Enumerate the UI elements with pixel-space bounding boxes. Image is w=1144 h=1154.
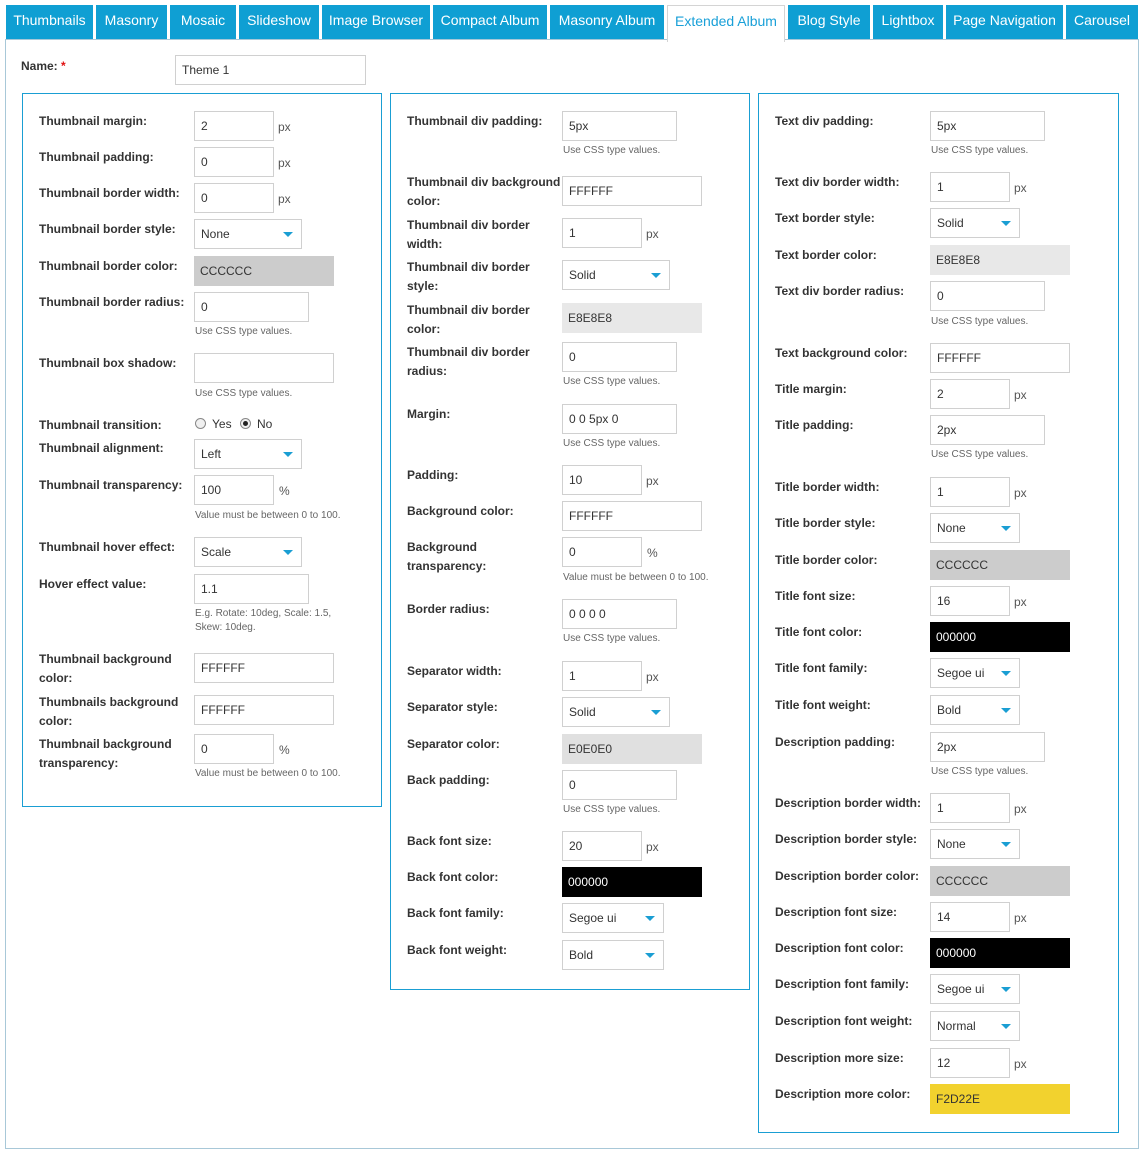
css-hint: Use CSS type values. bbox=[563, 633, 661, 644]
description-font-family-label: Description font family: bbox=[775, 977, 910, 991]
thumbnail-bg-color-input[interactable] bbox=[194, 653, 334, 683]
hover-effect-value-input[interactable] bbox=[194, 574, 309, 604]
back-font-color-input[interactable] bbox=[562, 867, 702, 897]
thumbnail-box-shadow-label: Thumbnail box shadow: bbox=[39, 356, 177, 370]
hover-hint-line2: Skew: 10deg. bbox=[195, 622, 256, 633]
tab-compact-album[interactable]: Compact Album bbox=[433, 5, 547, 39]
unit-px: px bbox=[646, 474, 659, 488]
thumbnail-div-padding-label: Thumbnail div padding: bbox=[407, 114, 543, 128]
thumbnail-border-width-label: Thumbnail border width: bbox=[39, 186, 180, 200]
css-hint: Use CSS type values. bbox=[931, 766, 1029, 777]
css-hint: Use CSS type values. bbox=[195, 326, 293, 337]
chevron-down-icon bbox=[1001, 526, 1011, 531]
back-font-size-input[interactable] bbox=[562, 831, 642, 861]
thumbnail-box-shadow-input[interactable] bbox=[194, 353, 334, 383]
chevron-down-icon bbox=[1001, 1024, 1011, 1029]
separator-style-label: Separator style: bbox=[407, 700, 498, 714]
description-font-size-input[interactable] bbox=[930, 902, 1010, 932]
thumbnails-bg-color-label: Thumbnails background color: bbox=[39, 695, 179, 728]
name-label: Name: * bbox=[21, 59, 66, 73]
thumbnail-border-radius-input[interactable] bbox=[194, 292, 309, 322]
description-more-color-label: Description more color: bbox=[775, 1087, 911, 1101]
thumbnail-alignment-select[interactable]: Left bbox=[194, 439, 302, 469]
tab-image-browser[interactable]: Image Browser bbox=[322, 5, 430, 39]
title-font-family-select[interactable]: Segoe ui bbox=[930, 658, 1020, 688]
range-hint: Value must be between 0 to 100. bbox=[195, 768, 341, 779]
description-border-style-select[interactable]: None bbox=[930, 829, 1020, 859]
back-padding-input[interactable] bbox=[562, 770, 677, 800]
title-font-color-input[interactable] bbox=[930, 622, 1070, 652]
title-font-size-label: Title font size: bbox=[775, 589, 856, 603]
thumbnail-hover-effect-label: Thumbnail hover effect: bbox=[39, 540, 176, 554]
unit-percent: % bbox=[279, 743, 290, 757]
title-font-size-input[interactable] bbox=[930, 586, 1010, 616]
title-border-style-label: Title border style: bbox=[775, 516, 876, 530]
description-padding-input[interactable] bbox=[930, 732, 1045, 762]
title-font-color-label: Title font color: bbox=[775, 625, 863, 639]
padding-label: Padding: bbox=[407, 468, 459, 482]
back-font-weight-label: Back font weight: bbox=[407, 943, 508, 957]
css-hint: Use CSS type values. bbox=[931, 316, 1029, 327]
thumbnails-bg-color-input[interactable] bbox=[194, 695, 334, 725]
thumbnail-padding-input[interactable] bbox=[194, 147, 274, 177]
tab-bar bbox=[0, 0, 1144, 40]
unit-px: px bbox=[646, 227, 659, 241]
chevron-down-icon bbox=[283, 452, 293, 457]
theme-name-input[interactable] bbox=[175, 55, 366, 85]
thumbnail-padding-label: Thumbnail padding: bbox=[39, 150, 154, 164]
thumbnail-bg-transparency-input[interactable] bbox=[194, 734, 274, 764]
description-font-size-label: Description font size: bbox=[775, 905, 898, 919]
description-more-size-label: Description more size: bbox=[775, 1051, 904, 1065]
unit-px: px bbox=[1014, 595, 1027, 609]
text-border-color-label: Text border color: bbox=[775, 248, 877, 262]
unit-px: px bbox=[278, 120, 291, 134]
thumbnail-div-border-width-label: Thumbnail div border width: bbox=[407, 218, 530, 251]
description-border-width-input[interactable] bbox=[930, 793, 1010, 823]
back-font-family-select[interactable]: Segoe ui bbox=[562, 903, 664, 933]
text-bg-color-input[interactable] bbox=[930, 343, 1070, 373]
thumbnail-border-width-input[interactable] bbox=[194, 183, 274, 213]
unit-px: px bbox=[1014, 802, 1027, 816]
text-div-border-radius-label: Text div border radius: bbox=[775, 284, 905, 298]
description-font-color-input[interactable] bbox=[930, 938, 1070, 968]
range-hint: Value must be between 0 to 100. bbox=[563, 572, 709, 583]
tab-masonry[interactable]: Masonry bbox=[96, 5, 167, 39]
transition-no-option[interactable]: No bbox=[240, 417, 272, 431]
radio-yes[interactable] bbox=[195, 418, 206, 429]
description-more-color-input[interactable] bbox=[930, 1084, 1070, 1114]
thumbnail-div-bg-color-label: Thumbnail div background color: bbox=[407, 175, 561, 208]
css-hint: Use CSS type values. bbox=[931, 145, 1029, 156]
thumbnail-div-border-radius-label: Thumbnail div border radius: bbox=[407, 345, 530, 378]
title-margin-label: Title margin: bbox=[775, 382, 847, 396]
tab-lightbox[interactable]: Lightbox bbox=[873, 5, 943, 39]
unit-px: px bbox=[1014, 1057, 1027, 1071]
thumbnail-div-border-width-input[interactable] bbox=[562, 218, 642, 248]
title-border-style-select[interactable]: None bbox=[930, 513, 1020, 543]
unit-px: px bbox=[646, 670, 659, 684]
description-border-width-label: Description border width: bbox=[775, 796, 922, 810]
css-hint: Use CSS type values. bbox=[563, 804, 661, 815]
chevron-down-icon bbox=[1001, 842, 1011, 847]
background-transparency-input[interactable] bbox=[562, 537, 642, 567]
css-hint: Use CSS type values. bbox=[563, 376, 661, 387]
tab-masonry-album[interactable]: Masonry Album bbox=[550, 5, 664, 39]
description-font-weight-select[interactable]: Normal bbox=[930, 1011, 1020, 1041]
chevron-down-icon bbox=[1001, 671, 1011, 676]
chevron-down-icon bbox=[645, 916, 655, 921]
description-font-color-label: Description font color: bbox=[775, 941, 904, 955]
hover-effect-value-label: Hover effect value: bbox=[39, 577, 147, 591]
unit-px: px bbox=[278, 192, 291, 206]
text-div-border-width-input[interactable] bbox=[930, 172, 1010, 202]
text-div-padding-label: Text div padding: bbox=[775, 114, 874, 128]
title-border-color-input[interactable] bbox=[930, 550, 1070, 580]
thumbnail-border-style-label: Thumbnail border style: bbox=[39, 222, 176, 236]
thumbnail-div-border-style-select[interactable]: Solid bbox=[562, 260, 670, 290]
title-margin-input[interactable] bbox=[930, 379, 1010, 409]
separator-color-label: Separator color: bbox=[407, 737, 500, 751]
background-transparency-label: Background transparency: bbox=[407, 540, 487, 573]
chevron-down-icon bbox=[1001, 987, 1011, 992]
thumbnail-bg-transparency-label: Thumbnail background transparency: bbox=[39, 737, 172, 770]
thumbnail-div-border-radius-input[interactable] bbox=[562, 342, 677, 372]
chevron-down-icon bbox=[283, 232, 293, 237]
description-border-color-label: Description border color: bbox=[775, 869, 920, 883]
unit-px: px bbox=[646, 840, 659, 854]
range-hint: Value must be between 0 to 100. bbox=[195, 510, 341, 521]
description-font-family-select[interactable]: Segoe ui bbox=[930, 974, 1020, 1004]
thumbnail-transparency-label: Thumbnail transparency: bbox=[39, 478, 183, 492]
background-color-input[interactable] bbox=[562, 501, 702, 531]
css-hint: Use CSS type values. bbox=[195, 388, 293, 399]
background-color-label: Background color: bbox=[407, 504, 514, 518]
border-radius-input[interactable] bbox=[562, 599, 677, 629]
title-font-weight-select[interactable]: Bold bbox=[930, 695, 1020, 725]
transition-yes-option[interactable]: Yes bbox=[195, 417, 232, 431]
required-marker: * bbox=[61, 59, 66, 73]
css-hint: Use CSS type values. bbox=[563, 145, 661, 156]
hover-hint-line1: E.g. Rotate: 10deg, Scale: 1.5, bbox=[195, 608, 332, 619]
text-div-border-width-label: Text div border width: bbox=[775, 175, 900, 189]
css-hint: Use CSS type values. bbox=[563, 438, 661, 449]
thumbnail-div-border-style-label: Thumbnail div border style: bbox=[407, 260, 530, 293]
thumbnail-alignment-label: Thumbnail alignment: bbox=[39, 441, 164, 455]
chevron-down-icon bbox=[651, 273, 661, 278]
tab-slideshow[interactable]: Slideshow bbox=[239, 5, 319, 39]
title-font-family-label: Title font family: bbox=[775, 661, 868, 675]
separator-color-input[interactable] bbox=[562, 734, 702, 764]
css-hint: Use CSS type values. bbox=[931, 449, 1029, 460]
thumbnail-border-style-select[interactable]: None bbox=[194, 219, 302, 249]
back-font-family-label: Back font family: bbox=[407, 906, 504, 920]
thumbnail-transparency-input[interactable] bbox=[194, 475, 274, 505]
tab-extended-album[interactable]: Extended Album bbox=[667, 5, 785, 42]
description-border-color-input[interactable] bbox=[930, 866, 1070, 896]
tab-mosaic[interactable]: Mosaic bbox=[170, 5, 236, 39]
title-border-width-input[interactable] bbox=[930, 477, 1010, 507]
thumbnail-margin-input[interactable] bbox=[194, 111, 274, 141]
unit-px: px bbox=[278, 156, 291, 170]
thumbnail-border-color-label: Thumbnail border color: bbox=[39, 259, 178, 273]
title-padding-label: Title padding: bbox=[775, 418, 854, 432]
description-border-style-label: Description border style: bbox=[775, 832, 918, 846]
back-padding-label: Back padding: bbox=[407, 773, 490, 787]
description-font-weight-label: Description font weight: bbox=[775, 1014, 913, 1028]
chevron-down-icon bbox=[651, 710, 661, 715]
chevron-down-icon bbox=[283, 550, 293, 555]
title-font-weight-label: Title font weight: bbox=[775, 698, 871, 712]
back-font-size-label: Back font size: bbox=[407, 834, 492, 848]
text-bg-color-label: Text background color: bbox=[775, 346, 908, 360]
radio-no[interactable] bbox=[240, 418, 251, 429]
thumbnail-margin-label: Thumbnail margin: bbox=[39, 114, 147, 128]
thumbnail-div-bg-color-input[interactable] bbox=[562, 176, 702, 206]
unit-percent: % bbox=[279, 484, 290, 498]
thumbnail-border-color-input[interactable] bbox=[194, 256, 334, 286]
tab-thumbnails[interactable]: Thumbnails bbox=[6, 5, 93, 39]
thumbnail-div-border-color-input[interactable] bbox=[562, 303, 702, 333]
text-div-border-radius-input[interactable] bbox=[930, 281, 1045, 311]
separator-style-select[interactable]: Solid bbox=[562, 697, 670, 727]
back-font-weight-select[interactable]: Bold bbox=[562, 940, 664, 970]
text-border-color-input[interactable] bbox=[930, 245, 1070, 275]
border-radius-label: Border radius: bbox=[407, 602, 490, 616]
thumbnail-bg-color-label: Thumbnail background color: bbox=[39, 652, 172, 685]
chevron-down-icon bbox=[645, 953, 655, 958]
title-padding-input[interactable] bbox=[930, 415, 1045, 445]
margin-input[interactable] bbox=[562, 404, 677, 434]
description-more-size-input[interactable] bbox=[930, 1048, 1010, 1078]
title-border-color-label: Title border color: bbox=[775, 553, 878, 567]
chevron-down-icon bbox=[1001, 221, 1011, 226]
thumbnail-div-border-color-label: Thumbnail div border color: bbox=[407, 303, 530, 336]
unit-px: px bbox=[1014, 181, 1027, 195]
unit-px: px bbox=[1014, 911, 1027, 925]
separator-width-input[interactable] bbox=[562, 661, 642, 691]
tab-carousel[interactable]: Carousel bbox=[1066, 5, 1138, 39]
thumbnail-div-padding-input[interactable] bbox=[562, 111, 677, 141]
back-font-color-label: Back font color: bbox=[407, 870, 499, 884]
description-padding-label: Description padding: bbox=[775, 735, 895, 749]
tab-page-navigation[interactable]: Page Navigation bbox=[946, 5, 1063, 39]
margin-label: Margin: bbox=[407, 407, 451, 421]
thumbnail-transition-label: Thumbnail transition: bbox=[39, 418, 162, 432]
title-border-width-label: Title border width: bbox=[775, 480, 880, 494]
unit-percent: % bbox=[647, 546, 658, 560]
padding-input[interactable] bbox=[562, 465, 642, 495]
separator-width-label: Separator width: bbox=[407, 664, 502, 678]
chevron-down-icon bbox=[1001, 708, 1011, 713]
thumbnail-hover-effect-select[interactable]: Scale bbox=[194, 537, 302, 567]
text-border-style-label: Text border style: bbox=[775, 211, 875, 225]
thumbnail-border-radius-label: Thumbnail border radius: bbox=[39, 295, 185, 309]
unit-px: px bbox=[1014, 486, 1027, 500]
text-border-style-select[interactable]: Solid bbox=[930, 208, 1020, 238]
unit-px: px bbox=[1014, 388, 1027, 402]
text-div-padding-input[interactable] bbox=[930, 111, 1045, 141]
tab-blog-style[interactable]: Blog Style bbox=[788, 5, 870, 39]
